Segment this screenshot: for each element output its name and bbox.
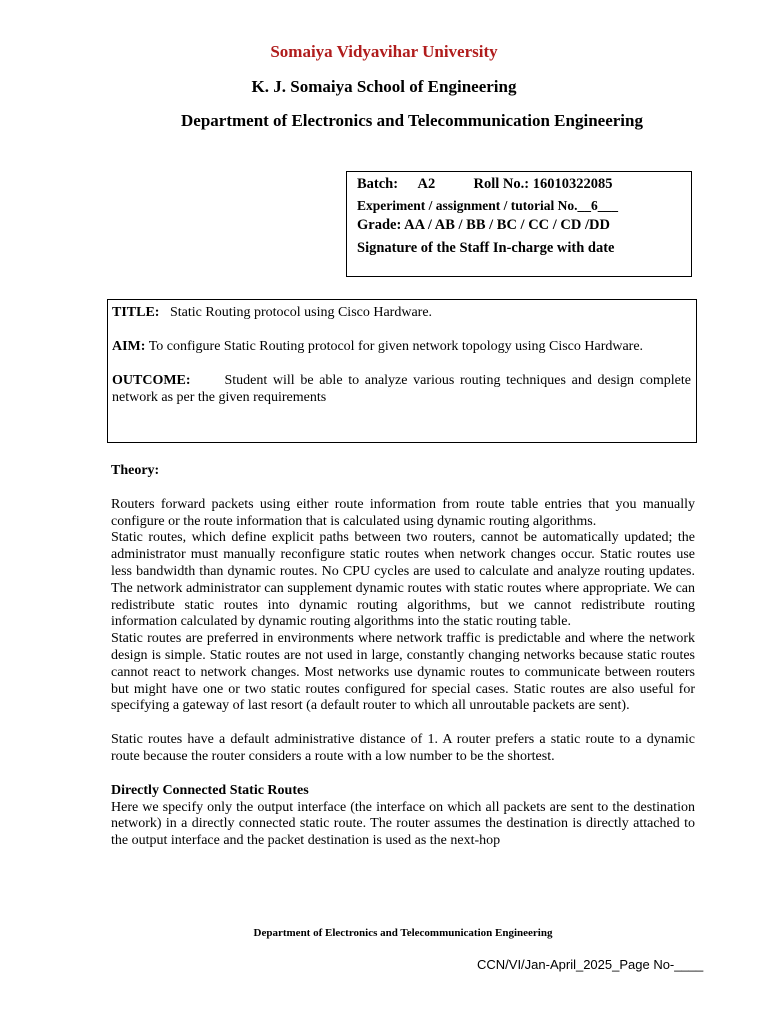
title-text: Static Routing protocol using Cisco Hardware. (169, 305, 433, 320)
outcome-label: OUTCOME: (112, 373, 191, 388)
batch-roll-row (357, 176, 691, 193)
footer-page-number: CCN/VI/Jan-April_2025_Page No-____ (477, 957, 704, 972)
theory-paragraph-3: Static routes are preferred in environments where network traffic is predictable and where the network design is simple. Static routes are not used in large, constantly changing networks because static routes cannot react to network changes. Most networks use dynamic routes to communicate between routers but might have one or two static routes configured for special cases. Static routes are also useful for specifying a gateway of last resort (a default router to which all unroutable packets are sent). (111, 631, 695, 714)
theory-paragraph-4: Static routes have a default administrative distance of 1. A router prefers a static route to a dynamic route because the router considers a route with a low number to be the shortest. (111, 732, 695, 764)
footer-department: Department of Electronics and Telecommunication Engineering (253, 927, 553, 939)
roll-value: 16010322085 (532, 176, 613, 192)
theory-paragraph-2: Static routes, which define explicit paths between two routers, cannot be automatically updated; the administrator must manually reconfigure static routes when network changes occur. Static routes use less bandwidth than dynamic routes. No CPU cycles are used to calculate and analyze routing updates. The network administrator can supplement dynamic routes with static routes where appropriate. We can redistribute static routes into dynamic routing algorithms, but we cannot redistribute routing information calculated by dynamic routing algorithms into the static routing table. (111, 530, 695, 630)
outcome-text: Student will be able to analyze various routing techniques and design complete network as per the given requirements (112, 373, 691, 405)
batch-value: A2 (417, 176, 436, 192)
title-aim-outcome-box (107, 299, 697, 443)
theory-heading: Theory: (111, 463, 160, 478)
signature-line: Signature of the Staff In-charge with date (357, 240, 615, 256)
experiment-line: Experiment / assignment / tutorial No.__6___ (357, 198, 618, 213)
aim-text: To configure Static Routing protocol for given network topology using Cisco Hardware. (148, 339, 644, 354)
theory-section (111, 463, 695, 850)
directly-connected-heading: Directly Connected Static Routes (111, 782, 309, 798)
title-label: TITLE: (112, 305, 160, 320)
university-name: Somaiya Vidyavihar University (270, 42, 498, 61)
grade-line: Grade: AA / AB / BB / BC / CC / CD /DD (357, 217, 610, 233)
school-name: K. J. Somaiya School of Engineering (251, 77, 517, 96)
aim-row (112, 338, 691, 355)
batch-label: Batch: (357, 176, 399, 192)
student-info-box (346, 171, 692, 277)
roll-label: Roll No.: (473, 176, 530, 192)
department-name: Department of Electronics and Telecommunication Engineering (181, 111, 643, 130)
title-row (112, 304, 691, 321)
theory-paragraph-5: Here we specify only the output interface (the interface on which all packets are sent to the destination network) in a directly connected static route. The router assumes the destination is directly attached to the output interface and the packet destination is used as the next-hop (111, 799, 695, 849)
outcome-row (112, 372, 691, 406)
aim-label: AIM: (112, 339, 146, 354)
theory-paragraph-1: Routers forward packets using either route information from route table entries that you manually configure or the route information that is calculated using dynamic routing algorithms. (111, 496, 695, 529)
